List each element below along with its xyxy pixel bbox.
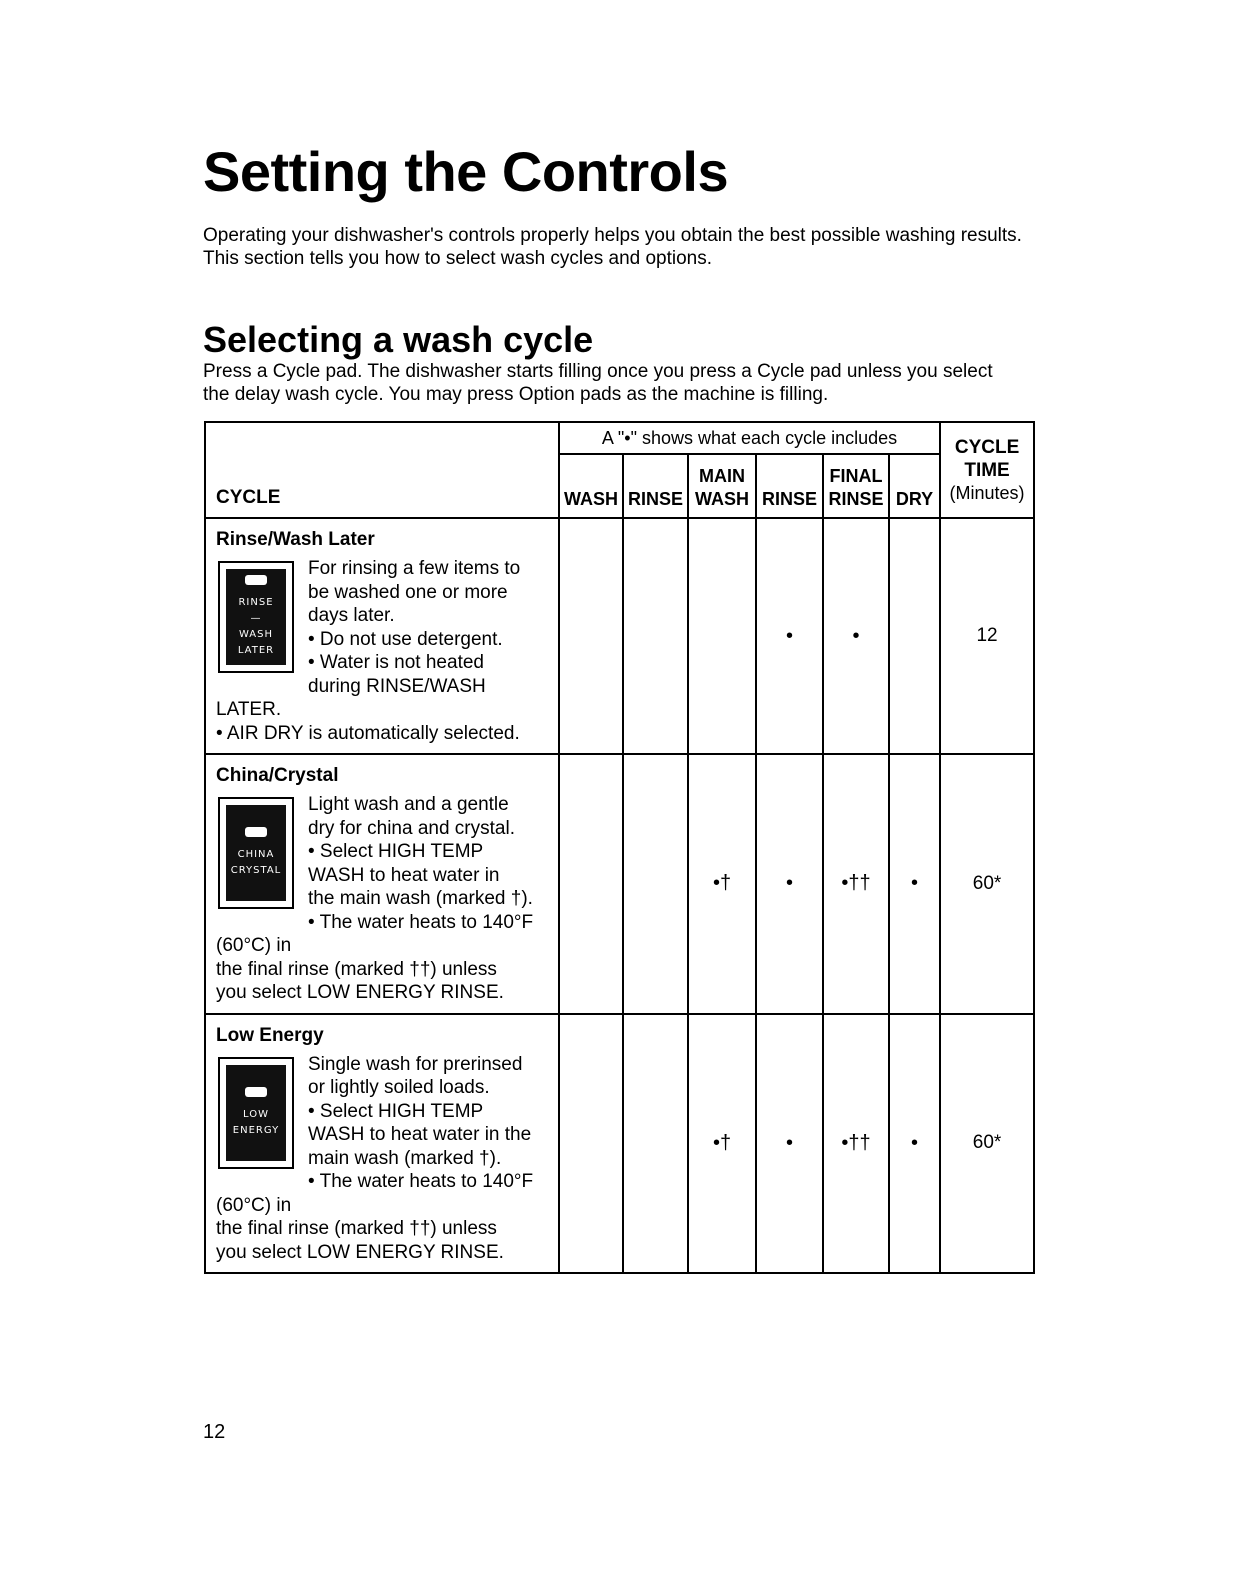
cycle-description-line: • Do not use detergent. — [308, 628, 503, 650]
cycle-step-mark — [688, 518, 756, 754]
cycle-step-mark: • — [889, 1014, 940, 1274]
pad-label: WASH — [238, 629, 274, 640]
cycle-time-line3: (Minutes) — [949, 482, 1025, 503]
cycle-description-line: the final rinse (marked ††) unless — [216, 958, 497, 980]
intro-paragraph: Operating your dishwasher's controls properly helps you obtain the best possible washing results. This section tells you how to select wash cycles and options. — [203, 225, 1022, 269]
cycle-step-mark — [623, 754, 688, 1014]
cycle-pad-icon — [218, 797, 294, 909]
col-header-rinse: RINSE — [623, 454, 688, 518]
cycle-name: Low Energy — [216, 1024, 324, 1046]
cycle-name: Rinse/Wash Later — [216, 529, 375, 550]
page-number: 12 — [203, 1421, 226, 1443]
cycle-description-line: be washed one or more — [308, 581, 508, 603]
cycle-step-mark — [559, 1014, 623, 1274]
cycle-description-cell — [205, 754, 559, 1014]
table-row — [205, 754, 1034, 1014]
pad-label: CHINA — [237, 849, 275, 860]
cycle-step-mark: • — [823, 518, 889, 754]
cycle-step-mark: • — [756, 754, 823, 1014]
table-row — [205, 1014, 1034, 1274]
cycle-step-mark — [559, 754, 623, 1014]
cycle-time-value: 60* — [940, 1014, 1034, 1274]
pad-label: ENERGY — [232, 1124, 280, 1136]
cycle-description-line: Single wash for prerinsed — [308, 1053, 523, 1075]
section-title: Selecting a wash cycle — [203, 319, 594, 360]
cycle-description-line: • The water heats to 140°F (60°C) in — [216, 911, 534, 956]
cycle-description-line: or lightly soiled loads. — [308, 1077, 490, 1098]
col-header-dry: DRY — [889, 454, 940, 518]
cycle-pad-icon — [218, 561, 294, 673]
col-header-wash: WASH — [559, 454, 623, 518]
cycle-time-line2: TIME — [964, 459, 1010, 481]
section-description: Press a Cycle pad. The dishwasher starts filling once you press a Cycle pad unless you select the delay wash cycle. You may press Option pads as the machine is filling. — [203, 361, 993, 405]
cycle-description-cell — [205, 518, 559, 754]
cycle-description-line: dry for china and crystal. — [308, 817, 515, 839]
cycle-step-mark — [559, 518, 623, 754]
cycle-time-line1: CYCLE — [954, 436, 1020, 458]
cycle-time-header — [940, 422, 1034, 518]
cycle-description-cell — [205, 1014, 559, 1274]
cycle-description-line: days later. — [308, 605, 395, 626]
cycle-description-line: • Water is not heated — [308, 652, 484, 673]
page-title: Setting the Controls — [203, 140, 729, 203]
cycle-description-line: • The water heats to 140°F (60°C) in — [216, 1171, 534, 1216]
cycle-time-value: 12 — [940, 518, 1034, 754]
cycle-description-line: • Select HIGH TEMP — [308, 1100, 484, 1122]
cycle-step-mark — [623, 518, 688, 754]
cycle-time-value: 60* — [940, 754, 1034, 1014]
pad-label: LOW — [243, 1108, 269, 1120]
cycle-step-mark — [623, 1014, 688, 1274]
cycle-step-mark: •† — [688, 754, 756, 1014]
cycle-description-line: during RINSE/WASH LATER. — [216, 675, 486, 720]
col-header-rinse-2: RINSE — [756, 454, 823, 518]
cycle-step-mark: •† — [688, 1014, 756, 1274]
pad-indicator-light — [245, 575, 267, 585]
pad-indicator-light — [245, 827, 267, 837]
cycle-pad-icon — [218, 1057, 294, 1169]
cycle-name: China/Crystal — [216, 765, 339, 786]
pad-label: — — [250, 613, 262, 624]
cycle-description-line: you select LOW ENERGY RINSE. — [216, 982, 504, 1003]
col-header-main-wash: MAIN WASH — [688, 454, 756, 518]
cycle-column-header: CYCLE — [205, 422, 559, 518]
cycle-description-line: you select LOW ENERGY RINSE. — [216, 1241, 504, 1263]
pad-label: RINSE — [238, 597, 274, 608]
cycle-step-mark: • — [756, 518, 823, 754]
col-header-final-rinse: FINAL RINSE — [823, 454, 889, 518]
pad-indicator-light — [245, 1087, 267, 1097]
cycle-step-mark: • — [889, 754, 940, 1014]
cycle-step-mark: •†† — [823, 1014, 889, 1274]
cycle-description-line: • Select HIGH TEMP — [308, 841, 484, 862]
table-row — [205, 518, 1034, 754]
cycle-description-line: • AIR DRY is automatically selected. — [216, 722, 520, 744]
cycle-description-line: WASH to heat water in — [308, 864, 500, 886]
pad-label: CRYSTAL — [230, 865, 282, 876]
cycle-description-line: the final rinse (marked ††) unless — [216, 1218, 497, 1239]
cycle-description-line: WASH to heat water in the — [308, 1124, 532, 1145]
cycle-step-mark: •†† — [823, 754, 889, 1014]
cycle-step-mark: • — [756, 1014, 823, 1274]
cycle-description-line: For rinsing a few items to — [308, 558, 521, 579]
cycle-description-line: the main wash (marked †). — [308, 888, 533, 909]
cycle-description-line: Light wash and a gentle — [308, 794, 509, 815]
wash-cycle-table — [204, 421, 1035, 1274]
includes-header: A "•" shows what each cycle includes — [559, 422, 940, 454]
pad-label: LATER — [237, 645, 275, 656]
cycle-step-mark — [889, 518, 940, 754]
cycle-description-line: main wash (marked †). — [308, 1147, 502, 1169]
